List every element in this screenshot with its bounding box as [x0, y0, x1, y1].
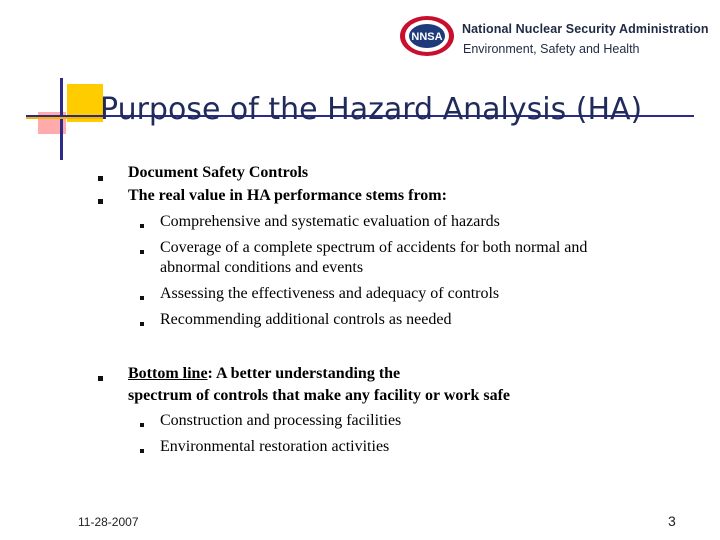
- sub-bullet-evaluation: Comprehensive and systematic evaluation of hazards: [160, 213, 500, 230]
- bullet-marker: [98, 176, 103, 181]
- sub-bullet-coverage-line1: Coverage of a complete spectrum of accidents for both normal and: [160, 239, 588, 256]
- svg-text:NNSA: NNSA: [411, 31, 443, 43]
- org-name: National Nuclear Security Administration: [462, 22, 709, 36]
- bullet-document-safety-controls: Document Safety Controls: [128, 164, 309, 181]
- sub-bullet-marker: [140, 423, 144, 427]
- sub-bullet-recommending: Recommending additional controls as needed: [160, 311, 452, 328]
- sub-bullet-assessing: Assessing the effectiveness and adequacy of controls: [160, 285, 500, 302]
- nnsa-logo: [398, 14, 456, 58]
- page-number: 3: [668, 513, 676, 529]
- bullet-bottom-line-continued: spectrum of controls that make any facility or work safe: [128, 387, 511, 404]
- sub-bullet-marker: [140, 449, 144, 453]
- sub-bullet-environmental: Environmental restoration activities: [160, 438, 390, 455]
- bullet-marker: [98, 376, 103, 381]
- org-subtitle: Environment, Safety and Health: [463, 42, 640, 56]
- sub-bullet-marker: [140, 250, 144, 254]
- sub-bullet-coverage-line2: abnormal conditions and events: [160, 259, 364, 276]
- footer-date: 11-28-2007: [78, 515, 139, 529]
- bottom-line-label: Bottom line: [128, 365, 208, 382]
- bottom-line-text: : A better understanding the: [207, 365, 401, 382]
- bullet-marker: [98, 199, 103, 204]
- sub-bullet-construction: Construction and processing facilities: [160, 412, 402, 429]
- decorative-vertical-rule: [60, 78, 63, 160]
- sub-bullet-marker: [140, 322, 144, 326]
- bullet-real-value: The real value in HA performance stems from:: [128, 187, 447, 204]
- bullet-bottom-line: [128, 364, 400, 384]
- sub-bullet-marker: [140, 224, 144, 228]
- sub-bullet-marker: [140, 296, 144, 300]
- slide-title: Purpose of the Hazard Analysis (HA): [100, 92, 643, 127]
- decorative-yellow-rule: [26, 117, 106, 119]
